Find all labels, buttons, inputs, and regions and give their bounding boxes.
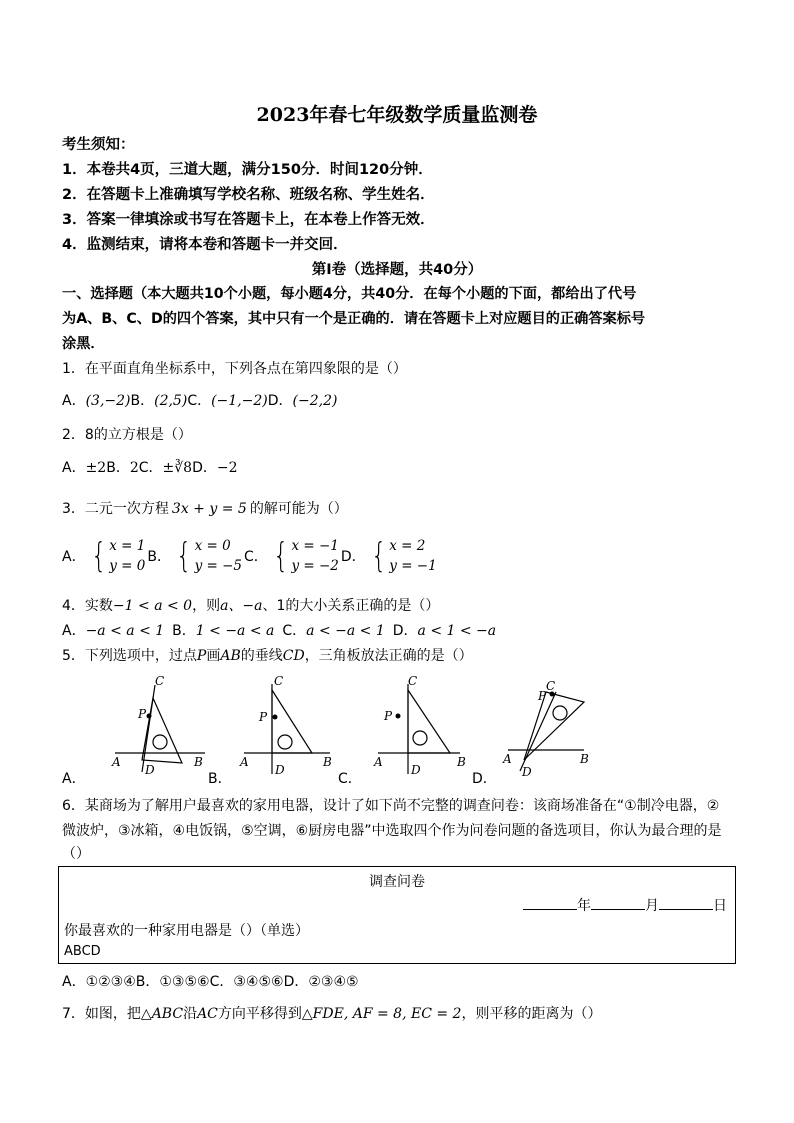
option-label: C． (138, 460, 163, 476)
q5-figure-b (232, 670, 347, 785)
option-label: B． (130, 393, 155, 409)
q6-stem-line3: （） (62, 846, 90, 862)
option-label: D． (340, 549, 366, 565)
q3-option-c: { x = −1 y = −2 (273, 536, 339, 576)
point-label: B (580, 752, 589, 766)
q4-stem (62, 595, 439, 615)
q3-stem-post: 的解可能为（） (249, 501, 348, 517)
q5-stem-mid2: 的垂线 (240, 648, 283, 664)
option-label: C． (187, 393, 212, 409)
point-label: D (522, 765, 532, 779)
point-label: B (194, 755, 203, 769)
q1-option-a: (3,−2) (85, 393, 131, 409)
point-label: C (155, 674, 165, 688)
notice-item: 4．监测结束，请将本卷和答题卡一并交回． (62, 237, 348, 253)
date-year-label: 年 (577, 898, 591, 914)
equation-line: y = −5 (194, 558, 243, 574)
option-label: C． (244, 549, 268, 565)
q4-option-b: 1 < −a < a (195, 623, 275, 639)
option-label: D． (267, 393, 293, 409)
q5-stem-mid: 画 (206, 648, 221, 664)
q4-option-d: a < 1 < −a (417, 623, 497, 639)
point-label: B (323, 755, 332, 769)
q1-option-b: (2,5) (154, 393, 188, 409)
q7-stem-mid: 沿 (183, 1006, 198, 1022)
point-label: D (275, 763, 285, 777)
point-label: D (145, 763, 155, 777)
point-label: A (240, 755, 249, 769)
q2-options (62, 457, 238, 477)
option-label: A． (62, 549, 86, 565)
point-label: P (538, 689, 547, 703)
q4-stem-post: 、1的大小关系正确的是（） (262, 598, 440, 614)
q7-given: △FDE, AF = 8, EC = 2 (301, 1006, 462, 1022)
option-label: D． (192, 460, 217, 476)
survey-question: 你最喜欢的一种家用电器是（）（单选） (64, 923, 309, 939)
part1-instructions-line2: 为A、B、C、D的四个答案，其中只有一个是正确的．请在答题卡上对应题目的正确答案标号 (62, 311, 646, 327)
q4-stem-mid: ，则 (192, 598, 221, 614)
equation-line: y = 0 (109, 558, 146, 574)
q2-stem: 2．8的立方根是（） (62, 427, 192, 443)
q4-options (62, 620, 496, 640)
equation-line: y = −2 (291, 558, 339, 574)
point-label: A (374, 755, 383, 769)
part1-instructions-line1: 一、选择题（本大题共10个小题，每小题4分，共40分．在每个小题的下面，都给出了代号 (62, 286, 637, 302)
equation-line: y = −1 (389, 558, 437, 574)
q3-stem-pre: 3．二元一次方程 (62, 501, 169, 517)
q1-options (62, 390, 337, 410)
option-label: A． (62, 771, 86, 787)
q6-stem-line1: 6．某商场为了解用户最喜欢的家用电器，设计了如下尚不完整的调查问卷：该商场准备在“①制冷电器，② (62, 798, 720, 814)
q7-stem-pre: 7．如图，把 (62, 1006, 141, 1022)
point-label: C (408, 674, 418, 688)
option-label: A． (62, 460, 86, 476)
survey-date (523, 895, 727, 915)
q3-option-d: { x = 2 y = −1 (370, 536, 437, 576)
option-label: B． (208, 771, 232, 787)
equation-line: x = 1 (109, 538, 146, 554)
q7-triangle-abc: △ABC (140, 1006, 184, 1022)
point-label: B (457, 755, 466, 769)
point-label: P (138, 707, 147, 721)
point-label: A (503, 752, 512, 766)
q5-stem (62, 645, 473, 665)
option-label: A． (62, 623, 86, 639)
q6-stem-line2: 微波炉，③冰箱，④电饭锅，⑤空调，⑥厨房电器”中选取四个作为问卷问题的备选项目，你认为最合理的是 (62, 823, 722, 839)
q5-line-cd: CD (282, 648, 305, 664)
notice-item: 3．答案一律填涂或书写在答题卡上，在本卷上作答无效． (62, 212, 435, 228)
point-label: D (411, 763, 421, 777)
notice-heading: 考生须知： (62, 137, 135, 153)
blank-month (591, 897, 645, 910)
notice-item: 1．本卷共4页，三道大题，满分150分．时间120分钟． (62, 162, 433, 178)
equation-line: x = 2 (389, 538, 426, 554)
q3-equation: 3x + y = 5 (171, 501, 247, 517)
section-title: 第Ⅰ卷（选择题，共40分） (311, 262, 483, 278)
survey-heading: 调查问卷 (369, 874, 425, 890)
page-title: 2023年春七年级数学质量监测卷 (256, 104, 538, 126)
q2-option-b: 2 (129, 460, 139, 476)
q7-line-ac: AC (197, 1006, 218, 1022)
option-label: B． (172, 623, 196, 639)
q1-option-c: (−1,−2) (211, 393, 268, 409)
q5-line-ab: AB (220, 648, 241, 664)
survey-box (58, 866, 736, 964)
option-label: D． (392, 623, 418, 639)
q5-point-p: P (196, 648, 207, 664)
q4-option-c: a < −a < 1 (306, 623, 385, 639)
option-label: B． (106, 460, 130, 476)
blank-year (523, 897, 577, 910)
option-label: A． (62, 393, 86, 409)
q4-variables: a、−a (220, 598, 263, 614)
point-label: A (112, 755, 121, 769)
survey-choices: ABCD (64, 944, 101, 959)
q1-stem: 1．在平面直角坐标系中，下列各点在第四象限的是（） (62, 361, 407, 377)
q3-stem (62, 498, 348, 518)
option-label: C． (282, 623, 307, 639)
q2-option-a: ±2 (85, 460, 107, 476)
q6-options: A．①②③④B．①③⑤⑥C．③④⑤⑥D．②③④⑤ (62, 974, 359, 990)
q4-option-a: −a < a < 1 (85, 623, 165, 639)
q5-stem-post: ，三角板放法正确的是（） (304, 648, 473, 664)
q5-stem-pre: 5．下列选项中，过点 (62, 648, 197, 664)
q2-option-d: −2 (216, 460, 238, 476)
part1-instructions-line3: 涂黑． (62, 336, 105, 352)
q5-figure-d (500, 670, 615, 785)
q5-figure-c (370, 670, 485, 785)
q4-stem-pre: 4．实数 (62, 598, 113, 614)
option-label: C． (338, 771, 362, 787)
q3-option-a: { x = 1 y = 0 (90, 536, 146, 576)
q5-figure-a (100, 670, 215, 785)
point-label: P (259, 710, 268, 724)
point-label: P (384, 709, 393, 723)
q7-stem-post: ，则平移的距离为（） (461, 1006, 602, 1022)
date-day-label: 日 (713, 898, 727, 914)
point-label: C (274, 674, 284, 688)
q7-stem (62, 1003, 601, 1023)
q3-options (62, 536, 439, 576)
equation-line: x = 0 (194, 538, 231, 554)
q3-option-b: { x = 0 y = −5 (176, 536, 243, 576)
option-label: B． (147, 549, 171, 565)
date-month-label: 月 (645, 898, 659, 914)
blank-day (659, 897, 713, 910)
equation-line: x = −1 (291, 538, 339, 554)
q1-option-d: (−2,2) (292, 393, 338, 409)
q2-option-c: ±∛8 (162, 460, 193, 476)
q7-stem-mid2: 方向平移得到 (217, 1006, 302, 1022)
notice-item: 2．在答题卡上准确填写学校名称、班级名称、学生姓名． (62, 187, 435, 203)
point-label: C (546, 679, 556, 693)
q4-condition: −1 < a < 0 (112, 598, 193, 614)
option-label: D． (472, 771, 497, 787)
